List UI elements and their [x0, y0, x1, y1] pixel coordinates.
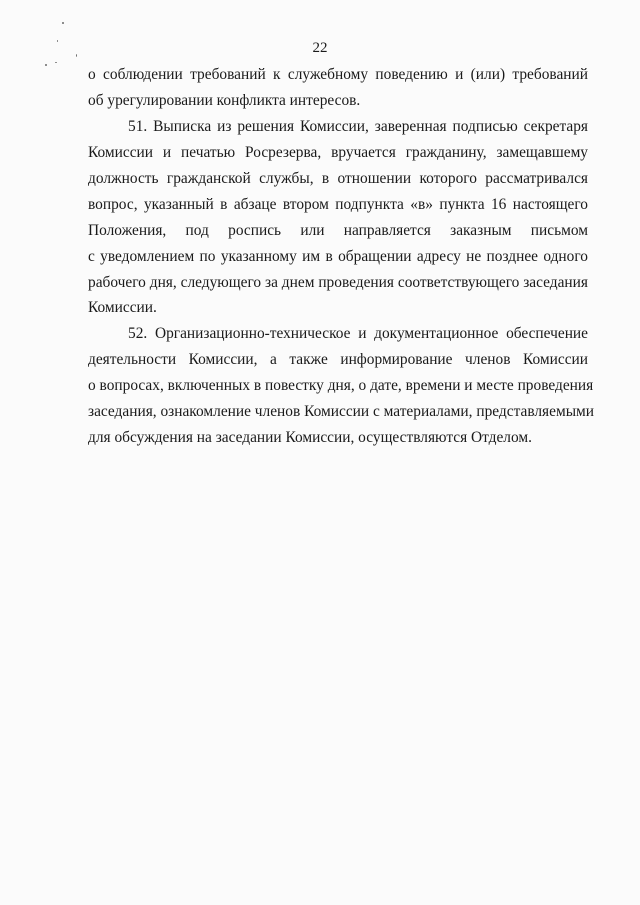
text-line: 52. Организационно-техническое и документационное обеспечение [128, 325, 588, 342]
scan-speck [62, 22, 64, 24]
text-line: Комиссии. [88, 299, 157, 316]
text-line: о соблюдении требований к служебному поведению и (или) требований [88, 66, 588, 83]
text-line: 51. Выписка из решения Комиссии, заверенная подписью секретаря [128, 118, 588, 135]
text-line: для обсуждения на заседании Комиссии, осуществляются Отделом. [88, 429, 532, 446]
scan-speck [76, 54, 77, 57]
text-line: с уведомлением по указанному им в обращении адресу не позднее одного [88, 248, 588, 265]
text-line: должность гражданской службы, в отношении которого рассматривался [88, 170, 588, 187]
scan-speck [45, 64, 47, 66]
text-line: заседания, ознакомление членов Комиссии с материалами, представляемыми [88, 403, 595, 420]
text-line: Положения, под роспись или направляется заказным письмом [88, 222, 588, 239]
text-line: о вопросах, включенных в повестку дня, о дате, времени и месте проведения [88, 377, 594, 394]
text-line: рабочего дня, следующего за днем проведения соответствующего заседания [88, 274, 588, 291]
scan-speck [57, 40, 58, 42]
text-line: об урегулировании конфликта интересов. [88, 92, 361, 109]
text-line: Комиссии и печатью Росрезерва, вручается гражданину, замещавшему [88, 144, 588, 161]
text-line: вопрос, указанный в абзаце втором подпункта «в» пункта 16 настоящего [88, 196, 588, 213]
scan-speck [55, 62, 57, 63]
text-line: деятельности Комиссии, а также информирование членов Комиссии [88, 351, 588, 368]
page-number: 22 [312, 40, 328, 56]
